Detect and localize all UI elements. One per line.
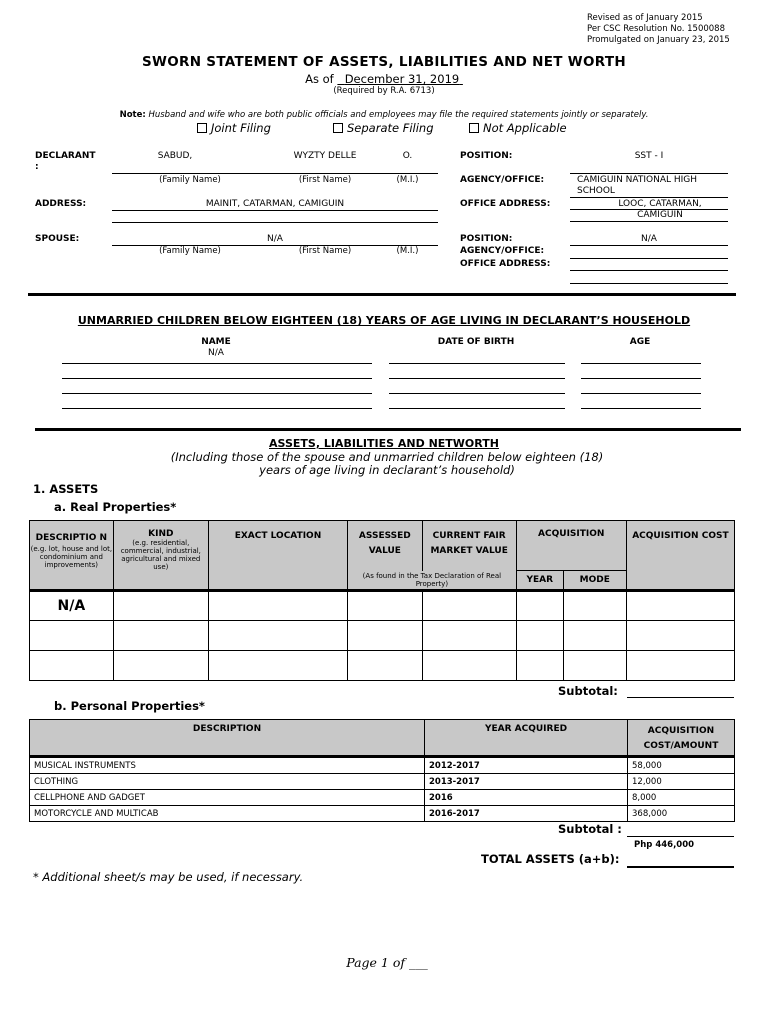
child-age-line	[581, 378, 701, 379]
total-assets-line	[627, 866, 734, 868]
filing-note	[0, 110, 768, 120]
checkbox-icon	[469, 123, 479, 133]
table-row	[30, 790, 735, 806]
assets-subheading-1: (Including those of the spouse and unmarried children below eighteen (18)	[170, 450, 604, 464]
address-value: MAINIT, CATARMAN, CAMIGUIN	[205, 199, 345, 209]
agency-label: AGENCY/OFFICE:	[460, 175, 545, 185]
position-value: SST - I	[634, 151, 664, 161]
spouse-first-caption: (First Name)	[298, 246, 352, 256]
total-assets-label: TOTAL ASSETS (a+b):	[481, 852, 620, 866]
office-address-line-2	[570, 221, 728, 222]
as-of-line	[0, 72, 768, 86]
agency-line	[570, 197, 728, 198]
real-subtotal-line	[627, 697, 734, 698]
pp-year: 2012-2017	[425, 757, 628, 774]
spouse-label: SPOUSE:	[35, 234, 80, 244]
pp-cost: 8,000	[628, 790, 735, 806]
real-subtotal-label: Subtotal:	[558, 684, 618, 698]
family-name-caption: (Family Name)	[159, 175, 221, 185]
declarant-mi: O.	[402, 151, 413, 161]
acquisition-header: ACQUISITION	[516, 521, 626, 571]
spouse-position-label: POSITION:	[460, 234, 513, 244]
child-name-header: NAME	[201, 337, 231, 347]
fair-market-header: CURRENT FAIR MARKET VALUE	[422, 521, 516, 571]
pp-year-header: YEAR ACQUIRED	[425, 720, 628, 757]
pp-cost: 12,000	[628, 774, 735, 790]
csc-resolution: Per CSC Resolution No. 1500088	[587, 24, 726, 34]
child-name-entry: N/A	[208, 348, 224, 358]
table-row	[30, 621, 735, 651]
personal-properties-label: b. Personal Properties*	[54, 699, 205, 713]
assessed-header: ASSESSED VALUE	[348, 521, 423, 571]
pp-description: MUSICAL INSTRUMENTS	[30, 757, 425, 774]
personal-subtotal-label: Subtotal :	[558, 822, 622, 836]
office-address-value: LOOC, CATARMAN, CAMIGUIN	[618, 199, 702, 220]
position-label: POSITION:	[460, 151, 513, 161]
pp-description-header: DESCRIPTION	[30, 720, 425, 757]
pp-cost-header: ACQUISITION COST/AMOUNT	[628, 720, 735, 757]
spouse-family-caption: (Family Name)	[159, 246, 221, 256]
note-label: Note:	[119, 110, 146, 120]
real-property-description: N/A	[30, 591, 114, 621]
pp-cost: 58,000	[628, 757, 735, 774]
kind-note: (e.g. residential, commercial, industrial, agricultural and mixed use)	[120, 539, 201, 571]
position-line	[570, 173, 728, 174]
declarant-label: DECLARANT	[35, 151, 96, 161]
pp-year: 2016	[425, 790, 628, 806]
first-name-caption: (First Name)	[298, 175, 352, 185]
personal-subtotal-line	[627, 836, 734, 837]
office-address-line-1	[570, 209, 728, 210]
spouse-position-value: N/A	[641, 234, 657, 244]
not-applicable-checkbox[interactable]: Not Applicable	[469, 121, 567, 135]
separate-filing-checkbox[interactable]: Separate Filing	[333, 121, 434, 135]
kind-header: KIND (e.g. residential, commercial, industrial, agricultural and mixed use)	[113, 521, 208, 591]
tax-declaration-note: (As found in the Tax Declaration of Real Property)	[348, 571, 517, 591]
location-header: EXACT LOCATION	[208, 521, 347, 591]
pp-description: CELLPHONE AND GADGET	[30, 790, 425, 806]
declarant-colon: :	[35, 162, 39, 172]
children-heading: UNMARRIED CHILDREN BELOW EIGHTEEN (18) YEARS OF AGE LIVING IN DECLARANT’S HOUSEHOLD	[77, 314, 691, 327]
spouse-position-line	[570, 245, 728, 246]
personal-subtotal-value: Php 446,000	[634, 840, 695, 850]
assets-subheading-2: years of age living in declarant’s household)	[259, 463, 515, 477]
description-header: DESCRIPTIO N (e.g. lot, house and lot, condominium and improvements)	[30, 521, 114, 591]
office-address-label: OFFICE ADDRESS:	[460, 199, 551, 209]
table-row	[30, 651, 735, 681]
additional-sheet-note: * Additional sheet/s may be used, if necessary.	[33, 870, 304, 884]
address-line-2	[112, 222, 438, 223]
child-dob-line	[389, 378, 565, 379]
spouse-office-address-label: OFFICE ADDRESS:	[460, 259, 551, 269]
child-age-line	[581, 393, 701, 394]
revised-date: Revised as of January 2015	[587, 13, 703, 23]
address-line-1	[112, 210, 438, 211]
table-row	[30, 591, 735, 621]
real-properties-table	[29, 520, 735, 681]
checkbox-icon	[333, 123, 343, 133]
document-title: SWORN STATEMENT OF ASSETS, LIABILITIES AND NET WORTH	[142, 54, 626, 70]
section-divider	[35, 428, 741, 431]
pp-year: 2013-2017	[425, 774, 628, 790]
page-number: Page 1 of ___	[346, 955, 428, 970]
personal-properties-table	[29, 719, 735, 822]
real-properties-label: a. Real Properties*	[54, 500, 177, 514]
joint-filing-checkbox[interactable]: Joint Filing	[197, 121, 271, 135]
acquisition-cost-header: ACQUISITION COST	[626, 521, 734, 591]
promulgated-date: Promulgated on January 23, 2015	[587, 35, 730, 45]
as-of-date: December 31, 2019	[344, 72, 460, 86]
spouse-office-line-2	[570, 283, 728, 284]
note-text: Husband and wife who are both public officials and employees may file the required statements jointly or separately.	[148, 110, 649, 120]
child-dob-line	[389, 393, 565, 394]
table-row	[30, 774, 735, 790]
agency-value: CAMIGUIN NATIONAL HIGH SCHOOL	[577, 175, 698, 196]
table-row	[30, 757, 735, 774]
declarant-first-name: WYZTY DELLE	[293, 151, 357, 161]
pp-cost: 368,000	[628, 806, 735, 822]
child-age-line	[581, 408, 701, 409]
child-age-header: AGE	[629, 337, 651, 347]
pp-description: MOTORCYCLE AND MULTICAB	[30, 806, 425, 822]
declarant-name-line	[112, 173, 438, 174]
checkbox-icon	[197, 123, 207, 133]
declarant-family-name: SABUD,	[157, 151, 193, 161]
spouse-agency-line	[570, 258, 728, 259]
child-name-line	[62, 408, 372, 409]
spouse-office-line-1	[570, 270, 728, 271]
child-age-line	[581, 363, 701, 364]
pp-description: CLOTHING	[30, 774, 425, 790]
child-name-line	[62, 363, 372, 364]
child-dob-line	[389, 408, 565, 409]
assets-label: 1. ASSETS	[33, 482, 99, 496]
child-name-line	[62, 393, 372, 394]
assets-heading: ASSETS, LIABILITIES AND NETWORTH	[269, 437, 499, 450]
year-header: YEAR	[516, 571, 563, 591]
spouse-name: N/A	[267, 234, 283, 244]
child-dob-line	[389, 363, 565, 364]
description-note: (e.g. lot, house and lot, condominium and improvements)	[30, 545, 113, 569]
mode-header: MODE	[563, 571, 626, 591]
spouse-mi-caption: (M.I.)	[396, 246, 419, 256]
child-dob-header: DATE OF BIRTH	[437, 337, 515, 347]
pp-year: 2016-2017	[425, 806, 628, 822]
revision-note	[587, 13, 730, 46]
mi-caption: (M.I.)	[396, 175, 419, 185]
table-row	[30, 806, 735, 822]
section-divider	[28, 293, 736, 296]
as-of-label: As of	[305, 72, 334, 86]
spouse-agency-label: AGENCY/OFFICE:	[460, 246, 545, 256]
address-label: ADDRESS:	[35, 199, 87, 209]
required-by: (Required by R.A. 6713)	[333, 86, 435, 96]
child-name-line	[62, 378, 372, 379]
